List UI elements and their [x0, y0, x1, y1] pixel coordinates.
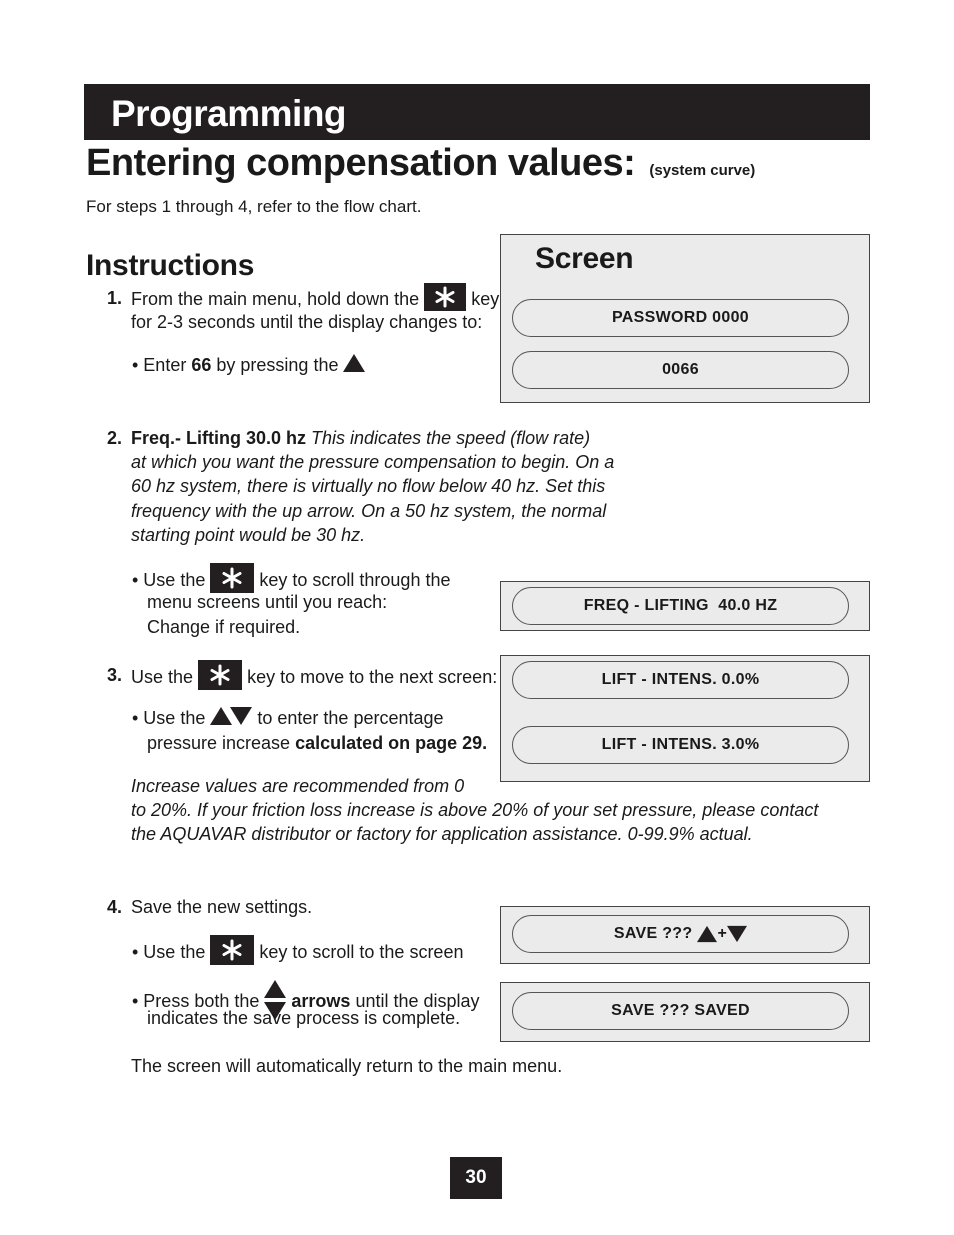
down-arrow-icon	[727, 925, 747, 943]
page-title-text: Entering compensation values:	[86, 142, 636, 184]
screen-panel-freq	[500, 581, 870, 631]
step1-text-a: From the main menu, hold down the	[131, 288, 420, 309]
step4-b2-bold: arrows	[291, 990, 351, 1011]
step2-text-3: frequency with the up arrow. On a 50 hz system, the normal	[131, 501, 607, 521]
step4-text: Save the new settings.	[131, 897, 313, 917]
step1-bullet-bold: 66	[191, 355, 212, 375]
step2-text-0: This indicates the speed (flow rate)	[311, 428, 591, 448]
step3-post: key to move to the next screen:	[247, 666, 498, 687]
step1-line2: for 2-3 seconds until the display changes to:	[131, 312, 483, 332]
asterisk-key-icon	[210, 935, 254, 965]
step4-b1-post: key to scroll to the screen	[259, 941, 464, 962]
step1-num: 1.	[107, 288, 123, 308]
step1-bullet	[132, 353, 365, 377]
up-arrow-icon	[210, 707, 232, 725]
step2-num: 2.	[107, 428, 123, 448]
screen-heading: Screen	[535, 242, 634, 275]
step2-bold: Freq.- Lifting 30.0 hz	[131, 428, 307, 448]
step3-bullet-l2	[147, 731, 487, 755]
step3-bullet-l2-text: pressure increase	[147, 733, 291, 753]
up-arrow-icon	[697, 925, 717, 943]
asterisk-key-icon	[198, 660, 242, 690]
down-arrow-icon	[230, 707, 252, 725]
up-arrow-icon	[343, 354, 365, 372]
step3-bullet-post: to enter the percentage	[257, 708, 444, 728]
step3-note-2: the AQUAVAR distributor or factory for application assistance. 0-99.9% actual.	[131, 824, 753, 844]
instructions-heading: Instructions	[86, 249, 255, 282]
section-title: Programming	[111, 93, 347, 134]
step2-text-4: starting point would be 30 hz.	[131, 525, 366, 545]
screen-panel-save	[500, 906, 870, 964]
step2-bullet-l3: Change if required.	[147, 617, 301, 637]
page-number: 30	[450, 1157, 502, 1199]
step3-bullet	[132, 706, 444, 730]
screen-panel-password	[500, 234, 870, 403]
step4-final: The screen will automatically return to the main menu.	[131, 1056, 563, 1076]
step4-b2-pre: • Press both the	[132, 990, 260, 1011]
step2-bullet-l2: menu screens until you reach:	[147, 592, 388, 612]
step1-bullet-pre: • Enter	[132, 355, 187, 375]
step4-b2-l2: indicates the save process is complete.	[147, 1008, 461, 1028]
display-freq: FREQ - LIFTING 40.0 HZ	[512, 587, 849, 625]
asterisk-key-icon	[424, 283, 466, 311]
step4-b2-post: until the display	[355, 990, 480, 1011]
display-save-text: SAVE ???	[613, 925, 693, 942]
display-password: PASSWORD 0000	[512, 299, 849, 337]
screen-panel-saved	[500, 982, 870, 1042]
step2-line1	[131, 426, 590, 450]
display-saved: SAVE ??? SAVED	[512, 992, 849, 1030]
step3-line1	[131, 663, 497, 693]
step2-bullet-pre: • Use the	[132, 569, 206, 590]
display-code: 0066	[512, 351, 849, 389]
step3-note-0: Increase values are recommended from 0	[131, 776, 465, 796]
step3-bullet-pre: • Use the	[132, 708, 206, 728]
section-header-bar	[84, 84, 870, 140]
step2-bullet-post: key to scroll through the	[259, 569, 451, 590]
step3-num: 3.	[107, 665, 123, 685]
intro-text: For steps 1 through 4, refer to the flow chart.	[86, 197, 422, 216]
step2-text-2: 60 hz system, there is virtually no flow below 40 hz. Set this	[131, 476, 606, 496]
screen-panel-lift	[500, 655, 870, 782]
display-save	[512, 915, 849, 953]
step4-b1-pre: • Use the	[132, 941, 206, 962]
display-lift-1: LIFT - INTENS. 0.0%	[512, 661, 849, 699]
step3-bullet-l2-bold: calculated on page 29.	[295, 733, 488, 753]
asterisk-key-icon	[210, 563, 254, 593]
page-subtitle: (system curve)	[649, 162, 756, 179]
step3-note-1: to 20%. If your friction loss increase is above 20% of your set pressure, please contact	[131, 800, 819, 820]
step4-num: 4.	[107, 897, 123, 917]
step3-pre: Use the	[131, 666, 194, 687]
page-title	[86, 142, 755, 185]
step1-bullet-post: by pressing the	[216, 355, 339, 375]
display-save-plus: +	[717, 925, 728, 942]
step4-bullet1	[132, 938, 463, 968]
display-lift-2: LIFT - INTENS. 3.0%	[512, 726, 849, 764]
step1-text-b: key	[471, 288, 500, 309]
step2-text-1: at which you want the pressure compensation to begin. On a	[131, 452, 615, 472]
